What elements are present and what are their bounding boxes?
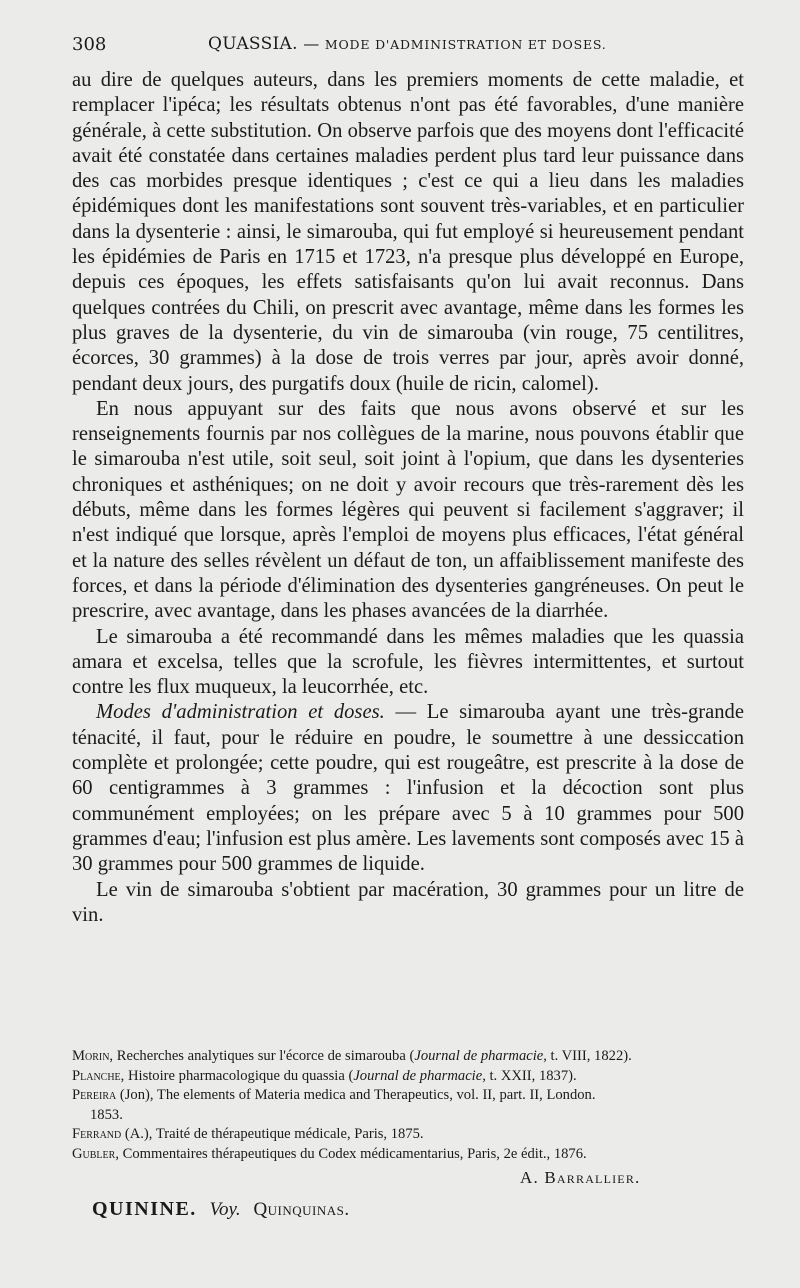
- running-head: [208, 34, 607, 54]
- paragraph-text: Le simarouba a été recommandé dans les mêmes maladies que les quassia amara et excelsa, telles que la scrofule, les fièvres intermittentes, et surtout contre les flux muqueux, la leucorrhée, etc.: [72, 625, 744, 699]
- reference-author: Gubler,: [72, 1145, 119, 1162]
- paragraph-text: au dire de quelques auteurs, dans les premiers moments de cette maladie, et remplacer l'ipéca; les résultats obtenus n'ont pas été favorables, d'une manière générale, à cette substitution. On observe parfois que des moyens dont l'efficacité avait été constatée dans certaines maladies perdent plus tard leur puissance dans des cas morbides presque identiques ; c'est ce qui a lieu dans les maladies épidémiques dont les manifestations sont souvent très-variables, et en particulier dans la dysenterie : ainsi, le simarouba, qui fut employé si heureusement pendant les épidémies de Paris en 1715 et 1723, n'a presque plus développé en Europe, depuis ces époques, les effets satisfaisants qu'on lui avait reconnus. Dans quelques contrées du Chili, on prescrit avec avantage, même dans les formes les plus graves de la dysenterie, du vin de simarouba (vin rouge, 75 centilitres, écorces, 30 grammes) à la dose de trois verres par jour, après avoir donné, pendant deux jours, des purgatifs doux (huile de ricin, calomel).: [72, 69, 744, 395]
- crossref-target: Quinquinas.: [253, 1199, 350, 1220]
- reference-item: [72, 1086, 752, 1125]
- paragraph-3: [72, 625, 744, 701]
- paragraph-1: [72, 68, 744, 397]
- reference-text: (Jon), The elements of Materia medica and Therapeutics, vol. II, part. II, London.: [116, 1087, 596, 1104]
- reference-author: Ferrand: [72, 1126, 122, 1143]
- reference-author: Planche,: [72, 1067, 125, 1084]
- bibliography: [72, 1047, 752, 1165]
- paragraph-5: [72, 878, 744, 929]
- paragraph-text: — Le simarouba ayant une très-grande ténacité, il faut, pour le réduire en poudre, le soumettre à une dessiccation complète et prolongée; cette poudre, qui est rougeâtre, est prescrite à la dose de 60 centigrammes à 3 grammes : l'infusion et la décoction sont plus communément employées; on les prépare avec 5 à 10 grammes pour 500 grammes d'eau; l'infusion est plus amère. Les lavements sont composés avec 15 à 30 grammes pour 500 grammes de liquide.: [72, 701, 744, 876]
- running-head-subtitle: MODE D'ADMINISTRATION ET DOSES.: [324, 37, 607, 52]
- page-header: [72, 34, 744, 60]
- reference-item: [72, 1067, 752, 1087]
- reference-text-end: , t. VIII, 1822).: [543, 1048, 632, 1064]
- crossref-entry: QUININE.: [92, 1198, 197, 1220]
- paragraph-4: [72, 700, 744, 877]
- reference-author: Morin,: [72, 1048, 114, 1064]
- running-head-title: QUASSIA.: [208, 34, 298, 54]
- reference-text: Recherches analytiques sur l'écorce de simarouba (: [113, 1048, 415, 1064]
- paragraph-text: Le vin de simarouba s'obtient par macération, 30 grammes pour un litre de vin.: [72, 878, 744, 926]
- reference-item: [72, 1125, 752, 1145]
- reference-journal: Journal de pharmacie: [353, 1067, 483, 1084]
- reference-text-end: , t. XXII, 1837).: [482, 1067, 577, 1084]
- page-number: 308: [72, 34, 107, 55]
- crossref-voy: Voy.: [209, 1199, 241, 1220]
- reference-author: Pereira: [72, 1087, 117, 1104]
- reference-journal: Journal de pharmacie: [414, 1048, 544, 1064]
- reference-continuation: 1853.: [90, 1106, 123, 1123]
- cross-reference: [92, 1198, 350, 1221]
- reference-text: (A.), Traité de thérapeutique médicale, Paris, 1875.: [121, 1126, 424, 1143]
- reference-item: [72, 1145, 752, 1165]
- paragraph-text: En nous appuyant sur des faits que nous avons observé et sur les renseignements fournis par nos collègues de la marine, nous pouvons établir que le simarouba n'est utile, soit seul, soit joint à l'opium, que dans les dysenteries chroniques et asthéniques; on ne doit y avoir recours que très-rarement dès les débuts, même dans les formes légères qui peuvent si facilement s'aggraver; il n'est indiqué que lorsque, après l'emploi de moyens plus efficaces, l'état général et la nature des selles révèlent un défaut de ton, un affaiblissement manifeste des forces, et dans la période d'élimination des dysenteries gangréneuses. On peut le prescrire, avec avantage, dans les phases avancées de la diarrhée.: [72, 397, 744, 623]
- reference-text: Histoire pharmacologique du quassia (: [124, 1067, 354, 1084]
- reference-item: [72, 1047, 752, 1067]
- reference-text: Commentaires thérapeutiques du Codex médicamentarius, Paris, 2e édit., 1876.: [118, 1145, 587, 1162]
- paragraph-2: [72, 397, 744, 625]
- running-head-dash: —: [303, 34, 320, 53]
- body-text: [72, 68, 744, 928]
- author-signature: A. Barrallier.: [520, 1168, 641, 1187]
- section-lead-modes: Modes d'administration et doses.: [96, 701, 385, 724]
